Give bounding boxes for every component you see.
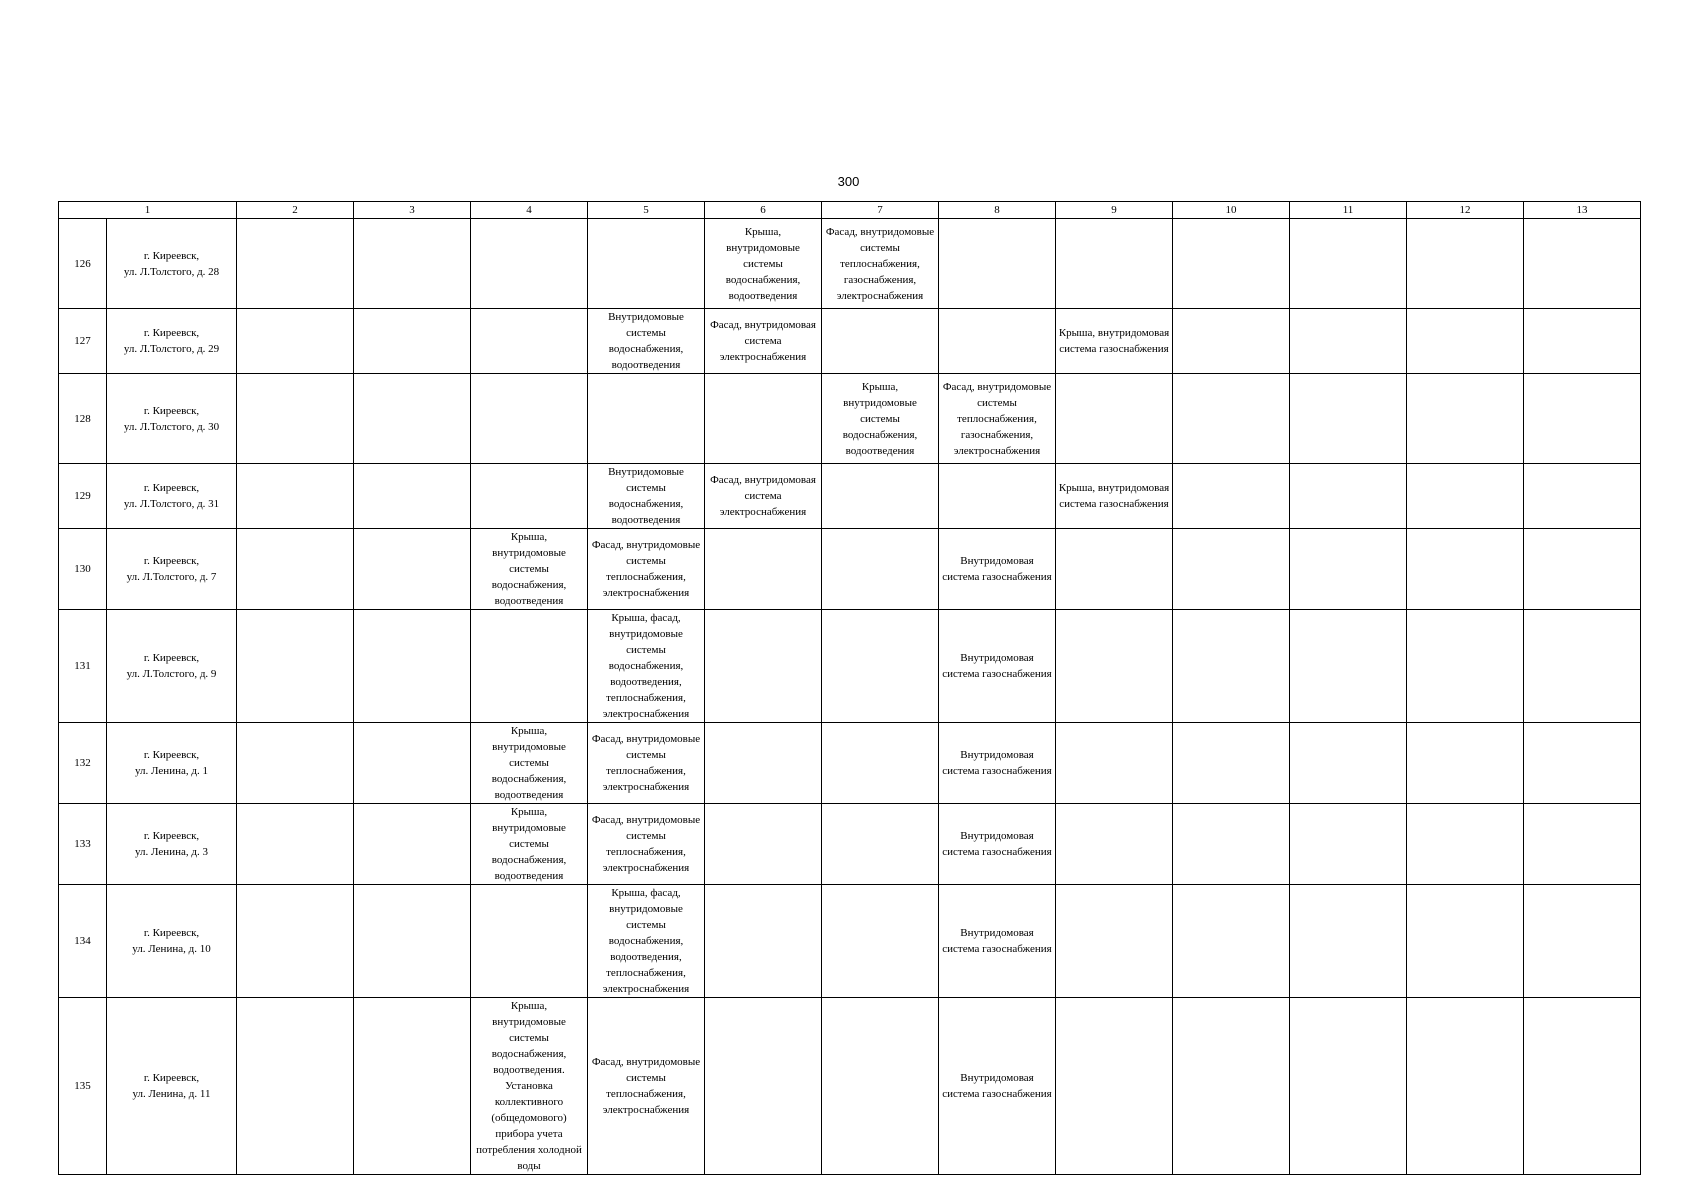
work-cell-col-3 <box>354 219 471 309</box>
work-cell-col-2 <box>237 804 354 885</box>
work-cell-col-2 <box>237 885 354 998</box>
column-header: 5 <box>588 202 705 219</box>
row-number: 132 <box>59 723 107 804</box>
address-cell: г. Киреевск, ул. Ленина, д. 1 <box>107 723 237 804</box>
column-header: 3 <box>354 202 471 219</box>
work-cell-col-10 <box>1173 885 1290 998</box>
work-cell-col-9 <box>1056 610 1173 723</box>
row-number: 129 <box>59 464 107 529</box>
work-cell-col-12 <box>1407 464 1524 529</box>
work-cell-col-6: Крыша, внутридомовые системы водоснабжения, водоотведения <box>705 219 822 309</box>
column-header: 9 <box>1056 202 1173 219</box>
work-cell-col-11 <box>1290 723 1407 804</box>
work-cell-col-2 <box>237 374 354 464</box>
work-cell-col-11 <box>1290 464 1407 529</box>
work-cell-col-7 <box>822 804 939 885</box>
work-cell-col-4 <box>471 885 588 998</box>
work-cell-col-6 <box>705 723 822 804</box>
work-cell-col-12 <box>1407 529 1524 610</box>
work-cell-col-13 <box>1524 804 1641 885</box>
data-table <box>58 201 1641 1175</box>
work-cell-col-12 <box>1407 374 1524 464</box>
work-cell-col-6 <box>705 885 822 998</box>
work-cell-col-7 <box>822 464 939 529</box>
address-cell: г. Киреевск, ул. Ленина, д. 10 <box>107 885 237 998</box>
work-cell-col-6: Фасад, внутридомовая система электроснабжения <box>705 464 822 529</box>
work-cell-col-12 <box>1407 804 1524 885</box>
work-cell-col-7 <box>822 885 939 998</box>
work-cell-col-9: Крыша, внутридомовая система газоснабжения <box>1056 309 1173 374</box>
work-cell-col-6 <box>705 804 822 885</box>
work-cell-col-3 <box>354 723 471 804</box>
work-cell-col-2 <box>237 309 354 374</box>
table-row <box>59 464 1641 529</box>
work-cell-col-12 <box>1407 610 1524 723</box>
work-cell-col-8: Внутридомовая система газоснабжения <box>939 610 1056 723</box>
work-cell-col-2 <box>237 464 354 529</box>
work-cell-col-13 <box>1524 610 1641 723</box>
work-cell-col-2 <box>237 998 354 1175</box>
work-cell-col-3 <box>354 529 471 610</box>
work-cell-col-4 <box>471 309 588 374</box>
work-cell-col-4: Крыша, внутридомовые системы водоснабжения, водоотведения. Установка коллективного (общедомового) прибора учета потребления холодной воды <box>471 998 588 1175</box>
work-cell-col-2 <box>237 610 354 723</box>
work-cell-col-13 <box>1524 309 1641 374</box>
header-row <box>59 202 1641 219</box>
address-cell: г. Киреевск, ул. Ленина, д. 11 <box>107 998 237 1175</box>
work-cell-col-2 <box>237 219 354 309</box>
row-number: 134 <box>59 885 107 998</box>
work-cell-col-7 <box>822 998 939 1175</box>
column-header: 10 <box>1173 202 1290 219</box>
column-header: 4 <box>471 202 588 219</box>
table-row <box>59 309 1641 374</box>
table-row <box>59 723 1641 804</box>
work-cell-col-7: Крыша, внутридомовые системы водоснабжения, водоотведения <box>822 374 939 464</box>
address-cell: г. Киреевск, ул. Л.Толстого, д. 31 <box>107 464 237 529</box>
work-cell-col-4: Крыша, внутридомовые системы водоснабжения, водоотведения <box>471 529 588 610</box>
work-cell-col-11 <box>1290 309 1407 374</box>
work-cell-col-5: Внутридомовые системы водоснабжения, водоотведения <box>588 464 705 529</box>
work-cell-col-7 <box>822 723 939 804</box>
work-cell-col-10 <box>1173 219 1290 309</box>
work-cell-col-5: Крыша, фасад, внутридомовые системы водоснабжения, водоотведения, теплоснабжения, электроснабжения <box>588 885 705 998</box>
work-cell-col-5: Фасад, внутридомовые системы теплоснабжения, электроснабжения <box>588 998 705 1175</box>
work-cell-col-12 <box>1407 723 1524 804</box>
work-cell-col-12 <box>1407 885 1524 998</box>
table-row <box>59 374 1641 464</box>
work-cell-col-10 <box>1173 464 1290 529</box>
work-cell-col-4 <box>471 464 588 529</box>
work-cell-col-5: Крыша, фасад, внутридомовые системы водоснабжения, водоотведения, теплоснабжения, электроснабжения <box>588 610 705 723</box>
work-cell-col-3 <box>354 374 471 464</box>
work-cell-col-9: Крыша, внутридомовая система газоснабжения <box>1056 464 1173 529</box>
work-cell-col-11 <box>1290 374 1407 464</box>
work-cell-col-6 <box>705 374 822 464</box>
work-cell-col-4: Крыша, внутридомовые системы водоснабжения, водоотведения <box>471 723 588 804</box>
work-cell-col-3 <box>354 610 471 723</box>
work-cell-col-8: Внутридомовая система газоснабжения <box>939 804 1056 885</box>
table-row <box>59 610 1641 723</box>
work-cell-col-9 <box>1056 723 1173 804</box>
work-cell-col-9 <box>1056 374 1173 464</box>
table-row <box>59 219 1641 309</box>
work-cell-col-5 <box>588 374 705 464</box>
row-number: 126 <box>59 219 107 309</box>
work-cell-col-13 <box>1524 998 1641 1175</box>
work-cell-col-8 <box>939 309 1056 374</box>
work-cell-col-7: Фасад, внутридомовые системы теплоснабжения, газоснабжения, электроснабжения <box>822 219 939 309</box>
work-cell-col-13 <box>1524 219 1641 309</box>
page-number: 300 <box>837 174 860 189</box>
column-header: 13 <box>1524 202 1641 219</box>
work-cell-col-10 <box>1173 804 1290 885</box>
column-header: 8 <box>939 202 1056 219</box>
work-cell-col-3 <box>354 885 471 998</box>
address-cell: г. Киреевск, ул. Л.Толстого, д. 9 <box>107 610 237 723</box>
work-cell-col-4 <box>471 219 588 309</box>
table-row <box>59 885 1641 998</box>
address-cell: г. Киреевск, ул. Ленина, д. 3 <box>107 804 237 885</box>
work-cell-col-7 <box>822 610 939 723</box>
work-cell-col-8: Фасад, внутридомовые системы теплоснабжения, газоснабжения, электроснабжения <box>939 374 1056 464</box>
work-cell-col-2 <box>237 723 354 804</box>
work-cell-col-4 <box>471 374 588 464</box>
work-cell-col-11 <box>1290 219 1407 309</box>
work-cell-col-5: Фасад, внутридомовые системы теплоснабжения, электроснабжения <box>588 723 705 804</box>
address-cell: г. Киреевск, ул. Л.Толстого, д. 30 <box>107 374 237 464</box>
row-number: 128 <box>59 374 107 464</box>
work-cell-col-13 <box>1524 885 1641 998</box>
table-body <box>59 219 1641 1175</box>
row-number: 131 <box>59 610 107 723</box>
work-cell-col-9 <box>1056 529 1173 610</box>
work-cell-col-5: Фасад, внутридомовые системы теплоснабжения, электроснабжения <box>588 529 705 610</box>
work-cell-col-2 <box>237 529 354 610</box>
work-cell-col-13 <box>1524 723 1641 804</box>
column-header: 6 <box>705 202 822 219</box>
column-header: 2 <box>237 202 354 219</box>
work-cell-col-9 <box>1056 804 1173 885</box>
work-cell-col-3 <box>354 804 471 885</box>
row-number: 135 <box>59 998 107 1175</box>
work-cell-col-10 <box>1173 610 1290 723</box>
work-cell-col-11 <box>1290 610 1407 723</box>
column-header: 1 <box>59 202 237 219</box>
work-cell-col-9 <box>1056 219 1173 309</box>
work-cell-col-11 <box>1290 804 1407 885</box>
work-cell-col-10 <box>1173 723 1290 804</box>
column-header: 11 <box>1290 202 1407 219</box>
work-cell-col-8 <box>939 464 1056 529</box>
work-cell-col-10 <box>1173 309 1290 374</box>
work-cell-col-6 <box>705 529 822 610</box>
work-cell-col-13 <box>1524 464 1641 529</box>
work-cell-col-8: Внутридомовая система газоснабжения <box>939 885 1056 998</box>
work-cell-col-3 <box>354 464 471 529</box>
work-cell-col-8: Внутридомовая система газоснабжения <box>939 723 1056 804</box>
work-cell-col-3 <box>354 309 471 374</box>
work-cell-col-4 <box>471 610 588 723</box>
work-cell-col-9 <box>1056 885 1173 998</box>
row-number: 133 <box>59 804 107 885</box>
work-cell-col-5: Фасад, внутридомовые системы теплоснабжения, электроснабжения <box>588 804 705 885</box>
work-cell-col-8: Внутридомовая система газоснабжения <box>939 998 1056 1175</box>
address-cell: г. Киреевск, ул. Л.Толстого, д. 28 <box>107 219 237 309</box>
work-cell-col-8: Внутридомовая система газоснабжения <box>939 529 1056 610</box>
work-cell-col-10 <box>1173 998 1290 1175</box>
work-cell-col-8 <box>939 219 1056 309</box>
work-cell-col-11 <box>1290 529 1407 610</box>
work-cell-col-6: Фасад, внутридомовая система электроснабжения <box>705 309 822 374</box>
work-cell-col-4: Крыша, внутридомовые системы водоснабжения, водоотведения <box>471 804 588 885</box>
work-cell-col-7 <box>822 309 939 374</box>
work-cell-col-6 <box>705 610 822 723</box>
work-cell-col-9 <box>1056 998 1173 1175</box>
work-cell-col-13 <box>1524 529 1641 610</box>
work-cell-col-7 <box>822 529 939 610</box>
work-cell-col-3 <box>354 998 471 1175</box>
table-row <box>59 998 1641 1175</box>
work-cell-col-11 <box>1290 998 1407 1175</box>
table-row <box>59 529 1641 610</box>
address-cell: г. Киреевск, ул. Л.Толстого, д. 7 <box>107 529 237 610</box>
work-cell-col-12 <box>1407 219 1524 309</box>
row-number: 130 <box>59 529 107 610</box>
work-cell-col-12 <box>1407 309 1524 374</box>
table-row <box>59 804 1641 885</box>
row-number: 127 <box>59 309 107 374</box>
column-header: 7 <box>822 202 939 219</box>
work-cell-col-13 <box>1524 374 1641 464</box>
work-cell-col-10 <box>1173 374 1290 464</box>
work-cell-col-12 <box>1407 998 1524 1175</box>
work-cell-col-6 <box>705 998 822 1175</box>
work-cell-col-11 <box>1290 885 1407 998</box>
address-cell: г. Киреевск, ул. Л.Толстого, д. 29 <box>107 309 237 374</box>
column-header: 12 <box>1407 202 1524 219</box>
work-cell-col-10 <box>1173 529 1290 610</box>
work-cell-col-5: Внутридомовые системы водоснабжения, водоотведения <box>588 309 705 374</box>
work-cell-col-5 <box>588 219 705 309</box>
